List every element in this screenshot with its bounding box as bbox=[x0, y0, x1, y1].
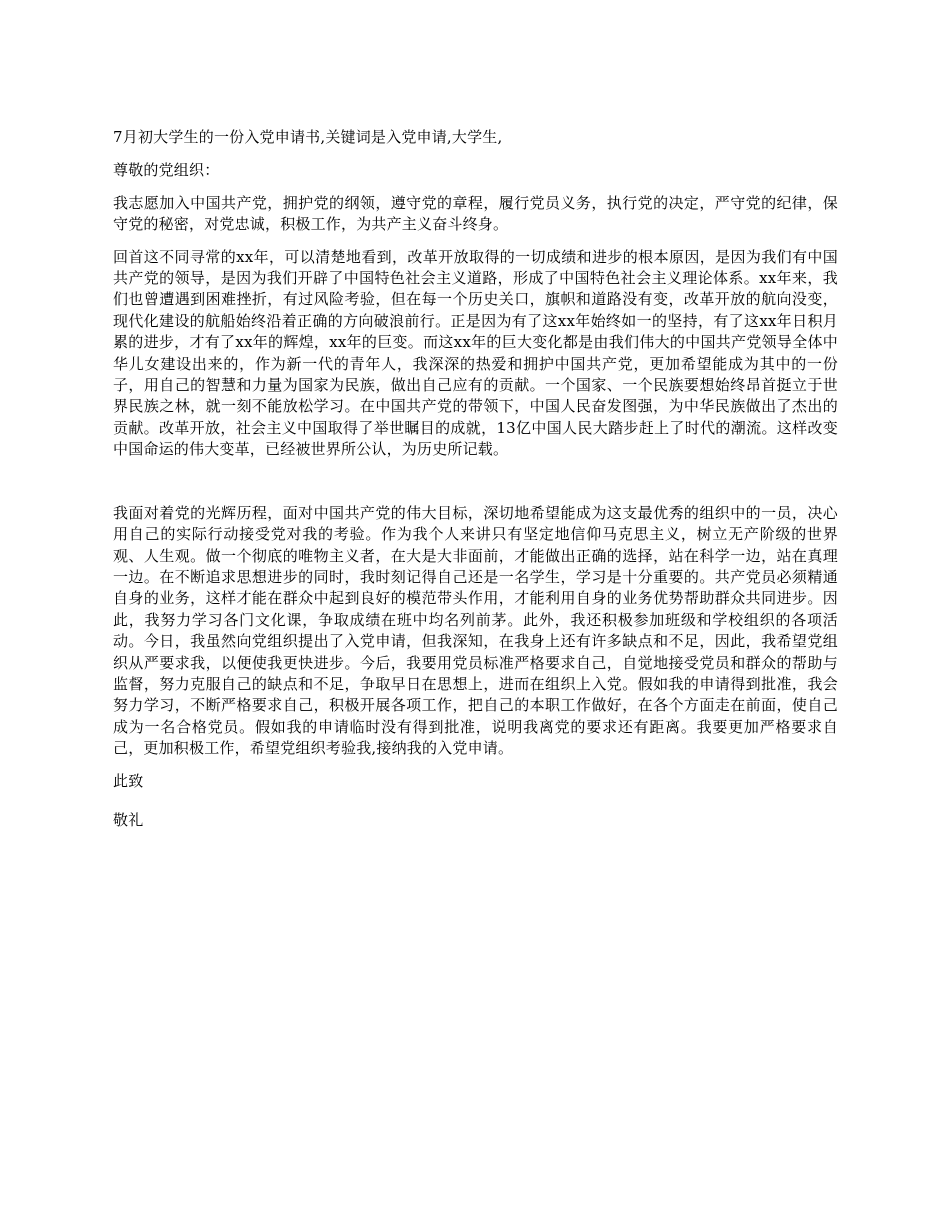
salutation: 尊敬的党组织： bbox=[113, 161, 220, 180]
closing-jingli: 敬礼 bbox=[113, 810, 144, 829]
document-body bbox=[113, 127, 838, 842]
paragraph-commitment: 我面对着党的光辉历程，面对中国共产党的伟大目标，深切地希望能成为这支最优秀的组织中的一员，决心用自己的实际行动接受党对我的考验。作为我个人来讲只有坚定地信仰马克思主义，树立无产阶级的世界观、人生观。做一个彻底的唯物主义者，在大是大非面前，才能做出正确的选择，站在科学一边，站在真理一边。在不断追求思想进步的同时，我时刻记得自己还是一名学生，学习是十分重要的。共产党员必须精通自身的业务，这样才能在群众中起到良好的模范带头作用，才能利用自身的业务优势帮助群众共同进步。因此，我努力学习各门文化课，争取成绩在班中均名列前茅。此外，我还积极参加班级和学校组织的各项活动。今日，我虽然向党组织提出了入党申请，但我深知，在我身上还有许多缺点和不足，因此，我希望党组织从严要求我，以便使我更快进步。今后，我要用党员标准严格要求自己，自觉地接受党员和群众的帮助与监督，努力克服自己的缺点和不足，争取早日在思想上，进而在组织上入党。假如我的申请得到批准，我会努力学习，不断严格要求自己，积极开展各项工作，把自己的本职工作做好，在各个方面走在前面，使自己成为一名合格党员。假如我的申请临时没有得到批准，说明我离党的要求还有距离。我要更加严格要求自己，更加积极工作，希望党组织考验我,接纳我的入党申请。 bbox=[113, 503, 838, 758]
closing-cizhi: 此致 bbox=[113, 771, 144, 790]
paragraph-review: 回首这不同寻常的xx年，可以清楚地看到，改革开放取得的一切成绩和进步的根本原因，是因为我们有中国共产党的领导，是因为我们开辟了中国特色社会主义道路，形成了中国特色社会主义理论体系。xx年来，我们也曾遭遇到困难挫折，有过风险考验，但在每一个历史关口，旗帜和道路没有变，改革开放的航向没变，现代化建设的航船始终沿着正确的方向破浪前行。正是因为有了这xx年始终如一的坚持，有了这xx年日积月累的进步，才有了xx年的辉煌，xx年的巨变。而这xx年的巨大变化都是由我们伟大的中国共产党领导全体中华儿女建设出来的，作为新一代的青年人，我深深的热爱和拥护中国共产党，更加希望能成为其中的一份子，用自己的智慧和力量为国家为民族，做出自己应有的贡献。一个国家、一个民族要想始终昂首挺立于世界民族之林，就一刻不能放松学习。在中国共产党的带领下，中国人民奋发图强，为中华民族做出了杰出的贡献。改革开放，社会主义中国取得了举世瞩目的成就，13亿中国人民大踏步赶上了时代的潮流。这样改变中国命运的伟大变革，已经被世界所公认，为历史所记载。 bbox=[113, 247, 838, 459]
document-title-line: 7月初大学生的一份入党申请书,关键词是入党申请,大学生, bbox=[113, 128, 503, 146]
paragraph-pledge: 我志愿加入中国共产党，拥护党的纲领，遵守党的章程，履行党员义务，执行党的决定，严守党的纪律，保守党的秘密，对党忠诚，积极工作，为共产主义奋斗终身。 bbox=[113, 193, 838, 234]
